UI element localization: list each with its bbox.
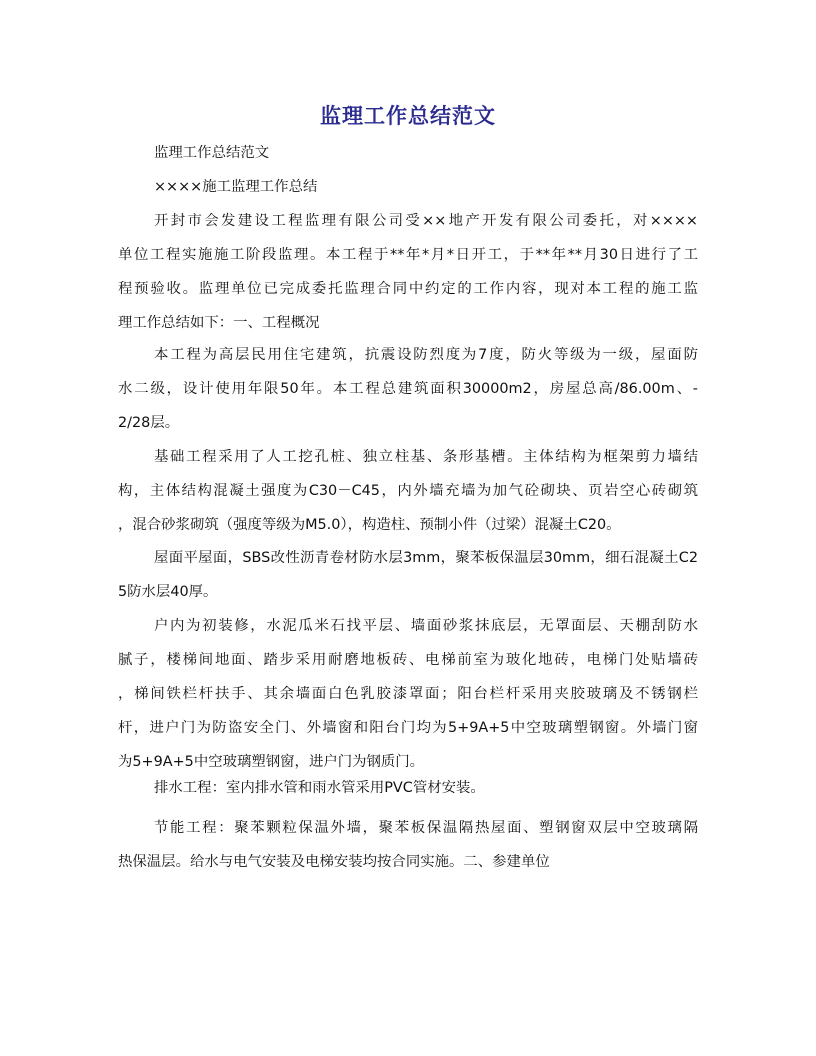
paragraph <box>118 440 698 542</box>
paragraph <box>118 338 698 440</box>
paragraph-line: 基础工程采用了人工挖孔桩、独立柱基、条形基槽。主体结构为框架剪力墙结 <box>154 449 698 465</box>
paragraph-line: 杆，进户门为防盗安全门、外墙窗和阳台门均为5+9A+5中空玻璃塑钢窗。外墙门窗 <box>118 720 698 736</box>
paragraph <box>118 170 698 204</box>
paragraph-line: 排水工程：室内排水管和雨水管采用PVC管材安装。 <box>154 780 485 796</box>
paragraph <box>118 204 698 340</box>
paragraph <box>118 771 698 805</box>
paragraph-line: 监理工作总结范文 <box>154 145 270 161</box>
paragraph-line: 2/28层。 <box>118 415 180 431</box>
paragraph-line: 热保温层。给水与电气安装及电梯安装均按合同实施。二、参建单位 <box>118 854 550 870</box>
paragraph-line: 节能工程：聚苯颗粒保温外墙，聚苯板保温隔热屋面、塑钢窗双层中空玻璃隔 <box>154 820 698 836</box>
paragraph <box>118 541 698 609</box>
paragraph <box>118 811 698 879</box>
paragraph-line: 开封市会发建设工程监理有限公司受××地产开发有限公司委托，对×××× <box>154 213 698 229</box>
paragraph-line: 屋面平屋面，SBS改性沥青卷材防水层3mm，聚苯板保温层30mm，细石混凝土C2 <box>154 550 698 566</box>
paragraph-line: 本工程为高层民用住宅建筑，抗震设防烈度为7度，防火等级为一级，屋面防 <box>154 347 698 363</box>
paragraph <box>118 609 698 779</box>
paragraph-line: ××××施工监理工作总结 <box>154 179 318 195</box>
paragraph-line: 水二级，设计使用年限50年。本工程总建筑面积30000m2，房屋总高/86.00m、- <box>118 381 698 397</box>
paragraph-line: 程预验收。监理单位已完成委托监理合同中约定的工作内容，现对本工程的施工监 <box>118 281 698 297</box>
paragraph-line: 构，主体结构混凝土强度为C30－C45，内外墙充墙为加气砼砌块、页岩空心砖砌筑 <box>118 483 698 499</box>
paragraph-line: 为5+9A+5中空玻璃塑钢窗，进户门为钢质门。 <box>118 754 425 770</box>
paragraph-line: 5防水层40厚。 <box>118 584 218 600</box>
paragraph-line: 单位工程实施施工阶段监理。本工程于**年*月*日开工，于**年**月30日进行了工 <box>118 247 698 263</box>
paragraph-line: ，梯间铁栏杆扶手、其余墙面白色乳胶漆罩面；阳台栏杆采用夹胶玻璃及不锈钢栏 <box>118 686 698 702</box>
paragraph-line: 腻子，楼梯间地面、踏步采用耐磨地板砖、电梯前室为玻化地砖，电梯门处贴墙砖 <box>118 652 698 668</box>
paragraph <box>118 136 698 170</box>
paragraph-line: ，混合砂浆砌筑（强度等级为M5.0），构造柱、预制小件（过梁）混凝土C20。 <box>118 517 621 533</box>
document-title: 监理工作总结范文 <box>320 104 496 128</box>
paragraph-line: 理工作总结如下：一、工程概况 <box>118 315 320 331</box>
paragraph-line: 户内为初装修，水泥瓜米石找平层、墙面砂浆抹底层，无罩面层、天棚刮防水 <box>154 618 698 634</box>
